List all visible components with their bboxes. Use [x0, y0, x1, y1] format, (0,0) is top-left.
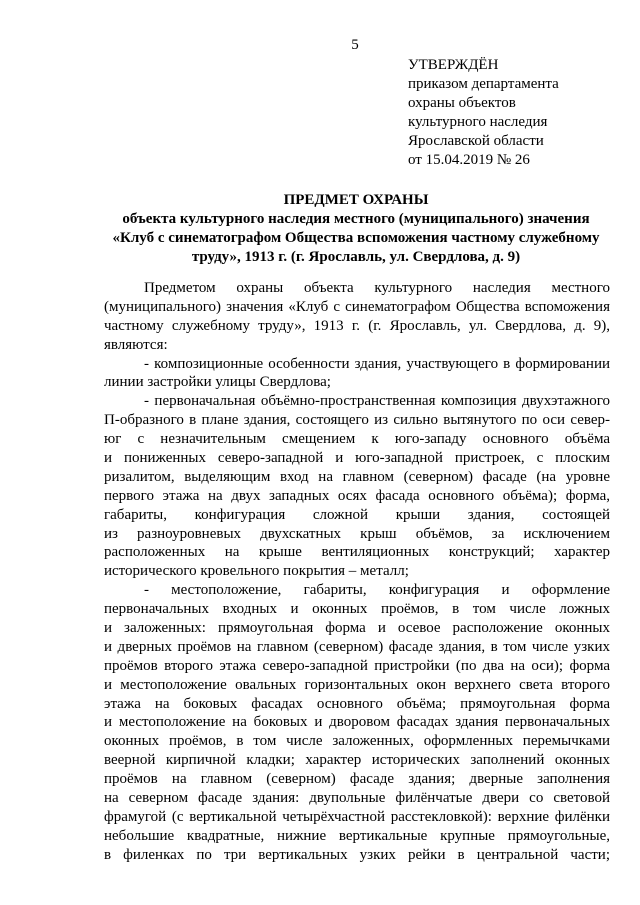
- approval-line: охраны объектов: [408, 95, 516, 111]
- body-line: юг с незначительным смещением к юго-западу основного объёма: [104, 431, 610, 448]
- body-line: первого этажа на двух западных осях фасада основного объёма); форма,: [104, 487, 610, 504]
- body-line: проёмов второго этажа северо-западной пристройки (по два на оси); форма: [104, 657, 610, 674]
- body-line: этажа на боковых фасадах основного объёма; прямоугольная форма: [104, 695, 610, 712]
- body-line: веерной кирпичной кладки; характер исторических заполнений оконных: [104, 752, 610, 769]
- body-line: и дверных проёмов на главном (северном) фасаде здания, в том числе узких: [104, 638, 610, 655]
- approval-line: от 15.04.2019 № 26: [408, 152, 530, 168]
- heading-title: ПРЕДМЕТ ОХРАНЫ: [283, 192, 429, 208]
- body-line: являются:: [104, 336, 168, 353]
- body-line: из разноуровневых двухскатных крыш объёмов, за исключением: [104, 525, 610, 542]
- body-line: оконных проёмов, в том числе заложенных, оформленных перемычками: [104, 733, 610, 750]
- body-line: Предметом охраны объекта культурного наследия местного: [144, 280, 610, 296]
- body-line: - местоположение, габариты, конфигурация и оформление: [144, 582, 610, 599]
- body-line: частному служебному труду», 1913 г. (г. Ярославль, ул. Свердлова, д. 9),: [104, 317, 610, 334]
- body-line: проёмов на главном (северном) фасаде здания; дверные заполнения: [104, 771, 610, 788]
- document-body: [104, 279, 610, 865]
- body-line: - первоначальная объёмно-пространственная композиция двухэтажного: [144, 393, 610, 410]
- body-line: первоначальных входных и оконных проёмов, в том числе ложных: [104, 601, 610, 618]
- body-line: П-образного в плане здания, состоящего из сильно вытянутого по оси север-: [104, 412, 610, 429]
- body-line: исторического кровельного покрытия – металл;: [104, 563, 409, 580]
- body-line: расположенных на крыше вентиляционных конструкций; характер: [104, 544, 610, 561]
- heading-subtitle-line: труду», 1913 г. (г. Ярославль, ул. Свердлова, д. 9): [191, 249, 521, 265]
- body-line: и пониженных северо-западной и юго-западной пристроек, с плоским: [104, 450, 610, 467]
- body-line: и местоположение на боковых и дворовом фасадах здания первоначальных: [104, 714, 610, 731]
- body-line: в филенках по три вертикальных узких рейки в центральной части;: [104, 846, 610, 863]
- approval-line: культурного наследия: [408, 114, 548, 130]
- body-line: фрамугой (с вертикальной четырёхчастной расстекловкой): верхние филёнки: [104, 808, 610, 825]
- approval-line: Ярославской области: [408, 133, 544, 149]
- body-line: габариты, конфигурация сложной крыши здания, состоящей: [104, 506, 610, 523]
- body-line: - композиционные особенности здания, участвующего в формировании: [144, 355, 610, 372]
- body-line: линии застройки улицы Свердлова;: [104, 374, 331, 391]
- heading-subtitle-line: объекта культурного наследия местного (муниципального) значения: [122, 211, 590, 227]
- document-heading: [96, 191, 616, 267]
- heading-subtitle-line: «Клуб с синематографом Общества вспоможения частному служебному: [112, 230, 600, 246]
- approval-line: УТВЕРЖДЁН: [408, 57, 499, 73]
- body-line: ризалитом, выделяющим вход на главном (северном) фасаде (на уровне: [104, 468, 610, 485]
- body-line: небольшие квадратные, нижние вертикальные крупные прямоугольные,: [104, 827, 610, 844]
- body-line: на северном фасаде здания: двупольные филёнчатые двери со световой: [104, 790, 610, 807]
- approval-stamp: [408, 56, 608, 170]
- page-number: 5: [351, 37, 359, 53]
- body-line: (муниципального) значения «Клуб с синематографом Общества вспоможения: [104, 298, 610, 315]
- body-line: и заложенных: прямоугольная форма и осевое расположение оконных: [104, 620, 610, 637]
- approval-line: приказом департамента: [408, 76, 559, 92]
- body-line: и местоположение овальных горизонтальных окон верхнего света второго: [104, 676, 610, 693]
